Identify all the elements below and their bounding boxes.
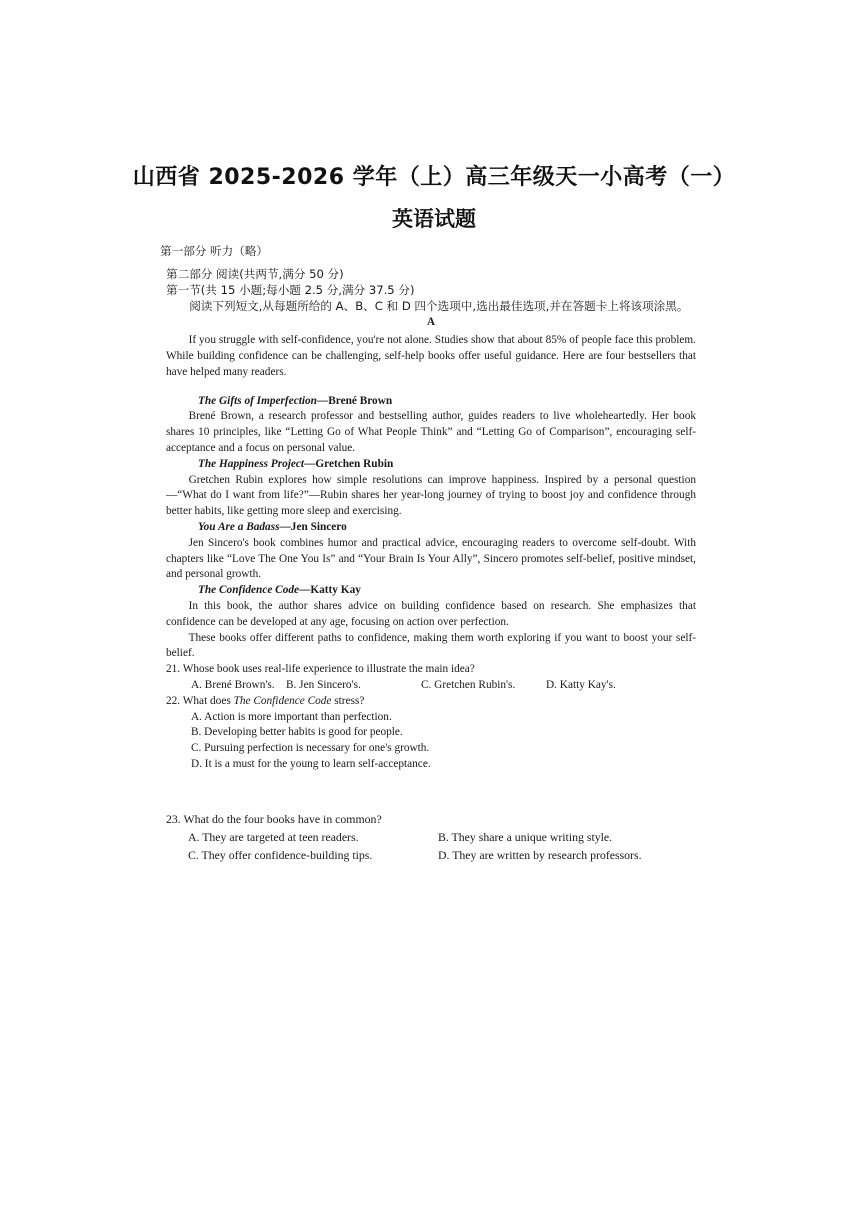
option-22-c: C. Pursuing perfection is necessary for one's growth.: [191, 742, 430, 755]
question-22-prefix: 22. What does: [166, 694, 234, 707]
option-21-d: D. Katty Kay's.: [546, 678, 616, 691]
book-title-1: The Gifts of Imperfection: [198, 394, 317, 407]
part-two-heading: 第二部分 阅读(共两节,满分 50 分): [166, 267, 344, 281]
book-author-4: —Katty Kay: [299, 584, 361, 597]
book-author-1: —Brené Brown: [316, 394, 393, 407]
option-21-a: A. Brené Brown's.: [191, 678, 275, 691]
option-23-a: A. They are targeted at teen readers.: [188, 830, 359, 844]
passage-closing: These books offer different paths to confidence, making them worth exploring if you want to boost your self-belief.: [166, 631, 696, 660]
book-heading-4: [166, 583, 696, 599]
option-23-c: C. They offer confidence-building tips.: [188, 848, 373, 862]
book-author-2: —Gretchen Rubin: [304, 457, 394, 470]
passage-label: A: [426, 316, 436, 329]
question-21-options: [166, 678, 696, 694]
book-text-3: Jen Sincero's book combines humor and practical advice, encouraging readers to overcome self-doubt. With chapters like “Love The One You Is” and “Your Brain Is Your Ally”, Sincero promotes self-belief, positive mindset, and personal growth.: [166, 536, 696, 581]
question-23-stem: 23. What do the four books have in common?: [166, 812, 382, 826]
option-22-a: A. Action is more important than perfection.: [191, 710, 392, 723]
reading-section: [166, 267, 696, 773]
option-21-c: C. Gretchen Rubin's.: [421, 678, 516, 691]
book-title-3: You Are a Badass: [198, 520, 280, 533]
section-one-heading: 第一节(共 15 小题;每小题 2.5 分,满分 37.5 分): [166, 282, 415, 297]
part-one-heading: 第一部分 听力（略）: [160, 244, 269, 258]
option-22-b: B. Developing better habits is good for people.: [191, 726, 403, 739]
option-23-d: D. They are written by research professors.: [438, 848, 642, 862]
book-title-4: The Confidence Code: [198, 584, 300, 597]
book-heading-2: [166, 457, 696, 473]
question-22-suffix: stress?: [331, 694, 365, 707]
instruction-text: 阅读下列短文,从每题所给的 A、B、C 和 D 四个选项中,选出最佳选项,并在答题卡上将该项涂黑。: [189, 298, 689, 313]
book-text-1: Brené Brown, a research professor and bestselling author, guides readers to live wholeheartedly. Her book shares 10 principles, like “Letting Go of What People Think” and “Letting Go of Comparison”, encouraging self-acceptance and a focus on personal value.: [166, 410, 696, 454]
book-text-4: In this book, the author shares advice on building confidence based on research. She emphasizes that confidence can be developed at any age, focusing on action over perfection.: [166, 599, 696, 628]
book-text-2: Gretchen Rubin explores how simple resolutions can improve happiness. Inspired by a personal question—“What do I want from life?”—Rubin shares her year-long journey of trying to boost joy and confidence through better habits, like getting more sleep and exercising.: [166, 473, 696, 518]
question-21-stem: 21. Whose book uses real-life experience to illustrate the main idea?: [166, 663, 475, 676]
passage-intro: If you struggle with self-confidence, you're not alone. Studies show that about 85% of people face this problem. While building confidence can be challenging, self-help books offer useful guidance. Here are four bestsellers that have helped many readers.: [166, 334, 696, 378]
option-21-b: B. Jen Sincero's.: [286, 678, 361, 691]
book-author-3: —Jen Sincero: [279, 520, 347, 533]
question-22-book-title: The Confidence Code: [233, 694, 332, 707]
book-heading-1: [166, 394, 696, 410]
question-22-stem: [166, 694, 696, 710]
question-23: [166, 810, 706, 864]
book-title-2: The Happiness Project: [198, 457, 305, 470]
exam-title: 山西省 2025-2026 学年（上）高三年级天一小高考（一）: [132, 165, 736, 190]
option-23-b: B. They share a unique writing style.: [438, 830, 613, 844]
question-23-options: [166, 828, 706, 864]
exam-subtitle: 英语试题: [392, 207, 476, 231]
option-22-d: D. It is a must for the young to learn self-acceptance.: [191, 757, 431, 770]
book-heading-3: [166, 520, 696, 536]
